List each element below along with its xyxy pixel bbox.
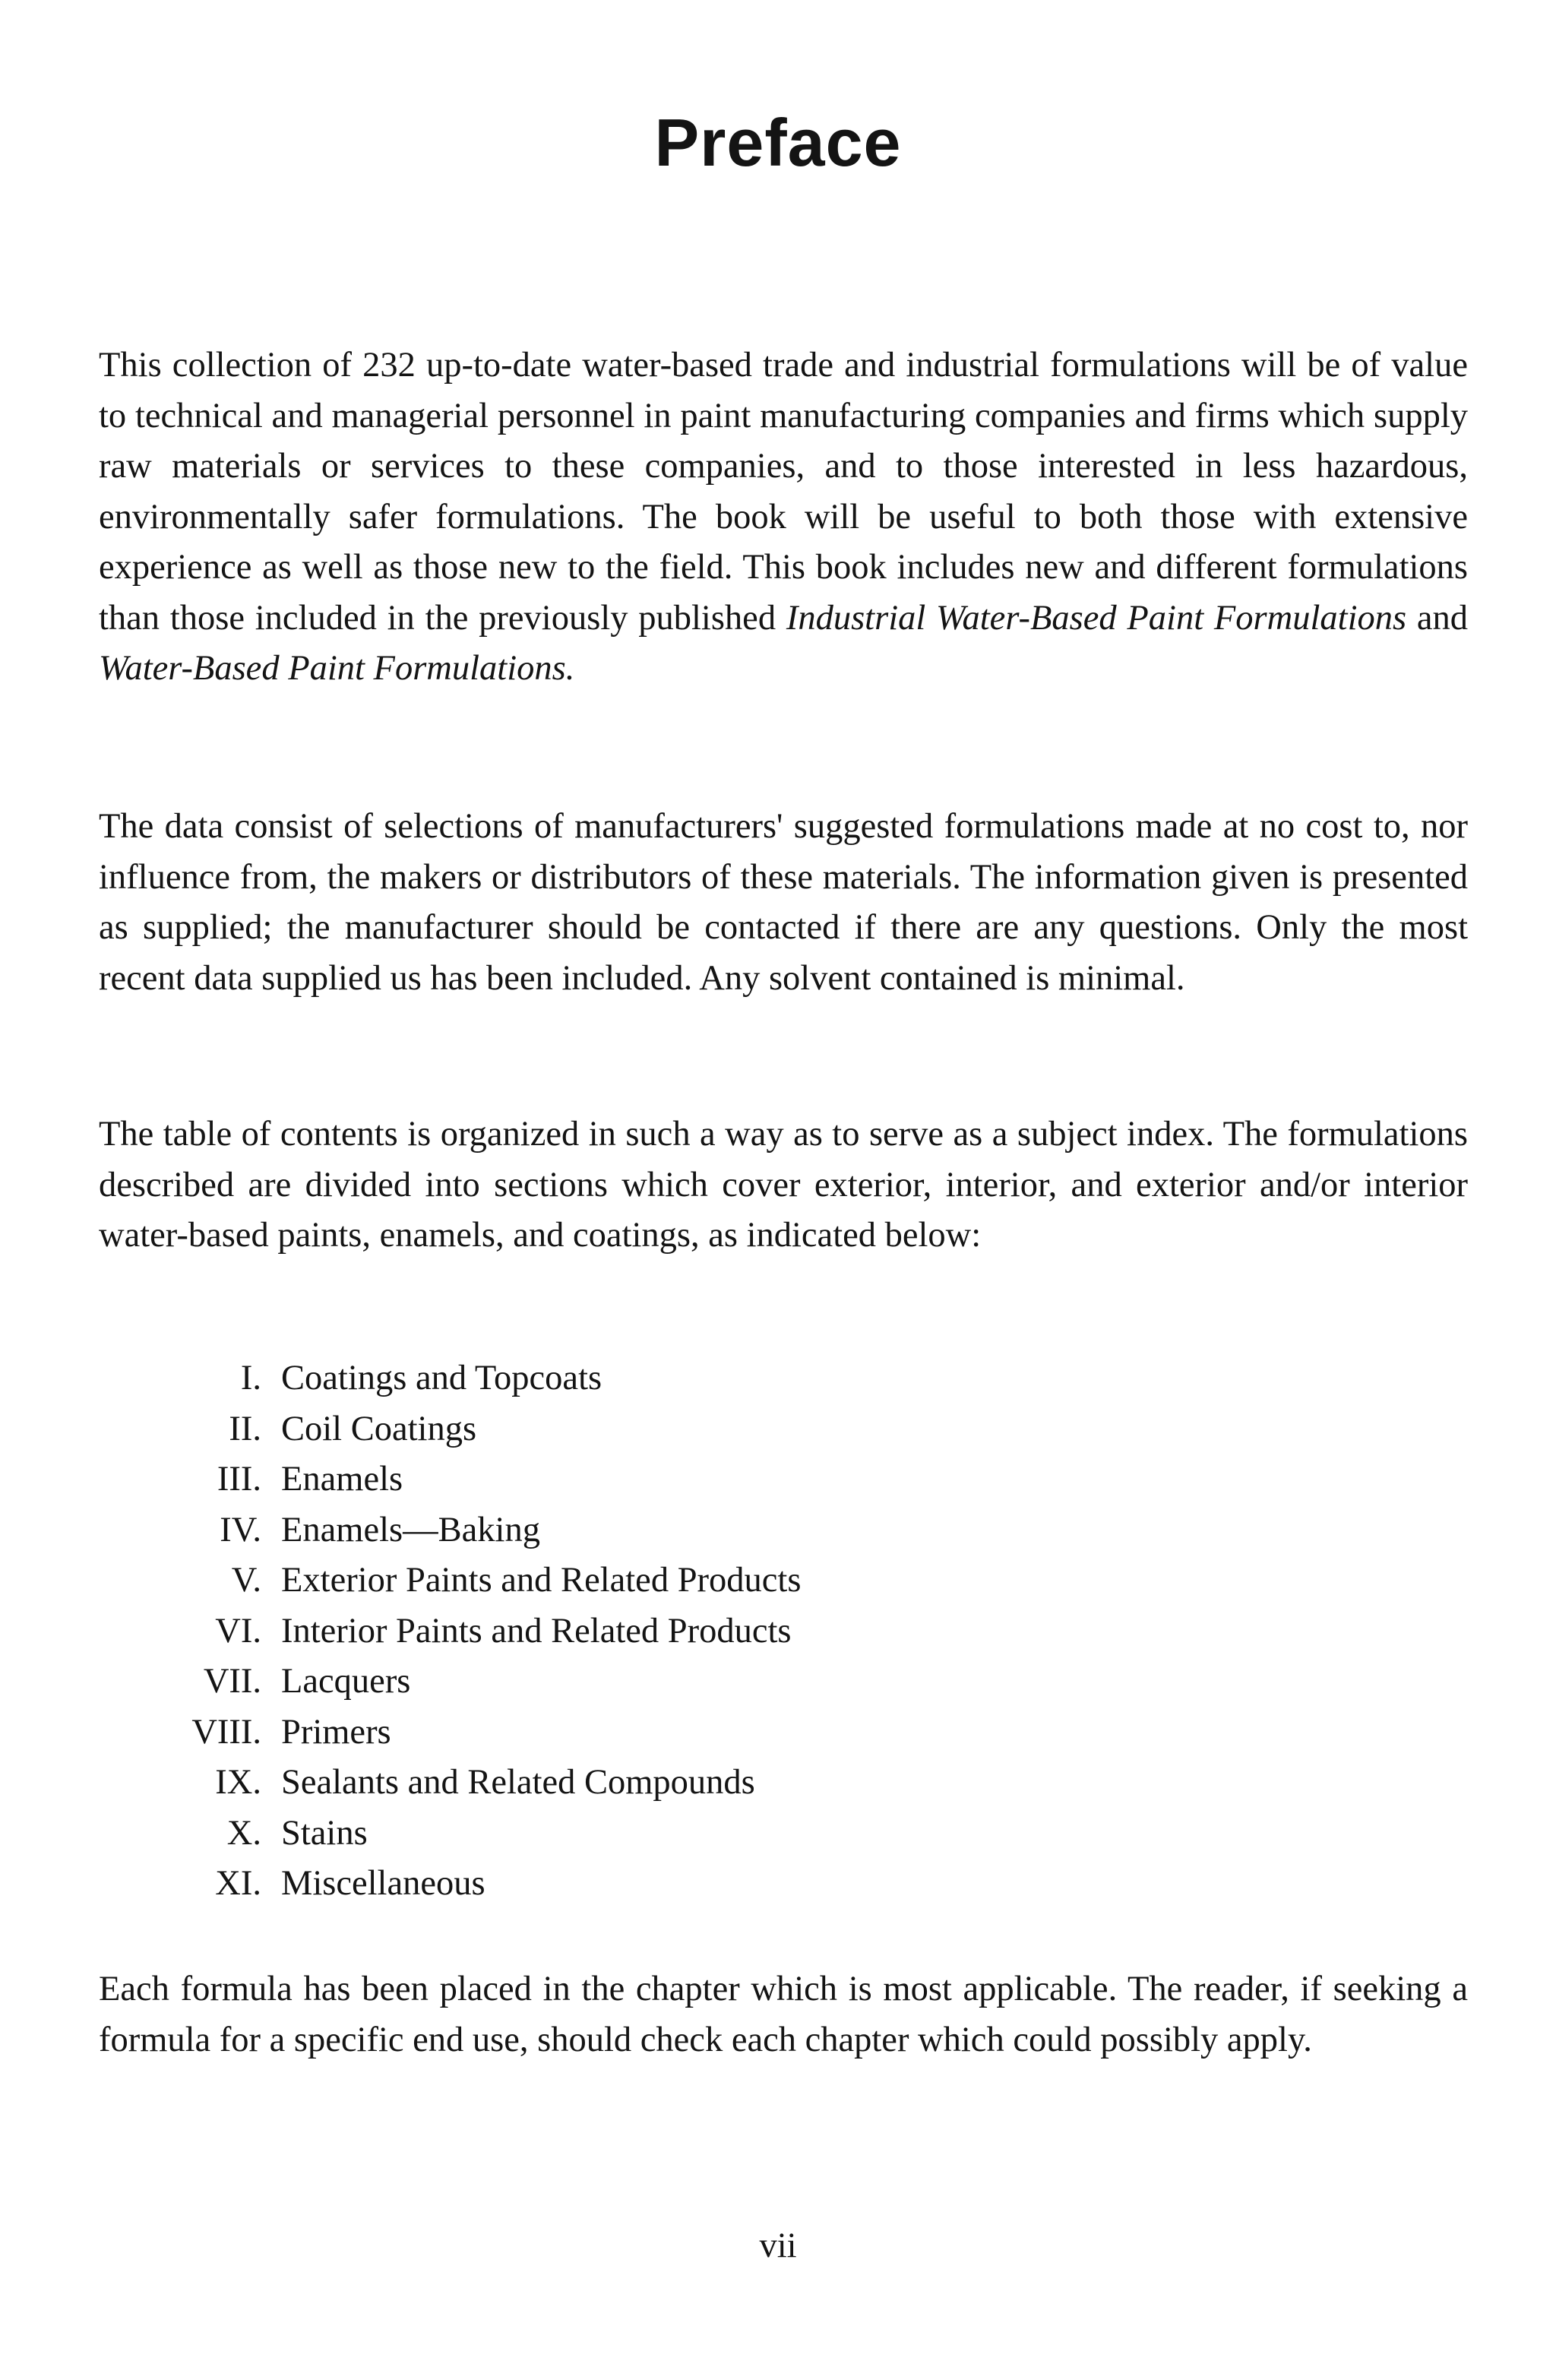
section-item xyxy=(99,1758,1314,1809)
section-number: IV. xyxy=(220,1510,261,1549)
section-item xyxy=(99,1556,1314,1606)
section-item xyxy=(99,1353,1314,1404)
data-source-paragraph: The data consist of selections of manufacturers' suggested formulations made at no cost to, nor influence from, the makers or distributors of these materials. The information given is presented as supplied; the manufacturer should be contacted if there are any questions. Only the most recent data supplied us has been included. Any solvent contained is minimal. xyxy=(99,807,1468,998)
section-item xyxy=(99,1404,1314,1455)
section-label: Exterior Paints and Related Products xyxy=(281,1561,802,1600)
section-label: Primers xyxy=(281,1712,391,1752)
section-label: Interior Paints and Related Products xyxy=(281,1611,792,1650)
section-label: Enamels—Baking xyxy=(281,1510,540,1549)
section-label: Coil Coatings xyxy=(281,1409,477,1448)
section-label: Sealants and Related Compounds xyxy=(281,1763,755,1802)
section-number: VI. xyxy=(215,1611,261,1650)
book-title-industrial: Industrial Water-Based Paint Formulations xyxy=(786,598,1407,638)
page-number: vii xyxy=(759,2227,797,2265)
section-label: Miscellaneous xyxy=(281,1864,485,1903)
section-item xyxy=(99,1859,1314,1910)
intro-text: This collection of 232 up-to-date water-based trade and industrial formulations will be of value to technical and managerial personnel in paint manufacturing companies and firms which supply raw materials or services to these companies, and to those interested in less hazardous, environmentally safer formulations. The book will be useful to both those with extensive experience as well as those new to the field. This book includes new and different formulations than those included in the previously published xyxy=(99,346,1468,638)
section-item xyxy=(99,1454,1314,1505)
contents-paragraph: The table of contents is organized in such a way as to serve as a subject index. The formulations described are divided into sections which cover exterior, interior, and exterior and/or interior water-based paints, enamels, and coatings, as indicated below: xyxy=(99,1115,1468,1255)
section-label: Enamels xyxy=(281,1460,403,1499)
intro-text-and: and xyxy=(1406,598,1469,638)
section-number: IX. xyxy=(215,1763,261,1802)
section-label: Stains xyxy=(281,1813,368,1853)
section-item xyxy=(99,1606,1314,1657)
section-list xyxy=(99,1353,1314,1910)
section-item xyxy=(99,1707,1314,1758)
section-item xyxy=(99,1505,1314,1556)
section-number: VIII. xyxy=(191,1712,261,1752)
book-title-water-based: Water-Based Paint Formulations. xyxy=(99,649,575,688)
section-label: Coatings and Topcoats xyxy=(281,1359,602,1397)
section-item xyxy=(99,1657,1314,1707)
section-label: Lacquers xyxy=(281,1662,411,1701)
closing-paragraph: Each formula has been placed in the chapter which is most applicable. The reader, if seeking a formula for a specific end use, should check each chapter which could possibly apply. xyxy=(99,1970,1468,2059)
section-number: X. xyxy=(226,1813,261,1853)
section-item xyxy=(99,1809,1314,1859)
section-number: I. xyxy=(240,1359,261,1397)
section-number: VII. xyxy=(203,1662,261,1701)
section-number: V. xyxy=(231,1561,261,1600)
page-title: Preface xyxy=(654,105,902,180)
section-number: XI. xyxy=(215,1864,261,1903)
intro-paragraph xyxy=(99,340,1468,695)
section-number: II. xyxy=(229,1409,261,1448)
section-number: III. xyxy=(217,1460,261,1499)
